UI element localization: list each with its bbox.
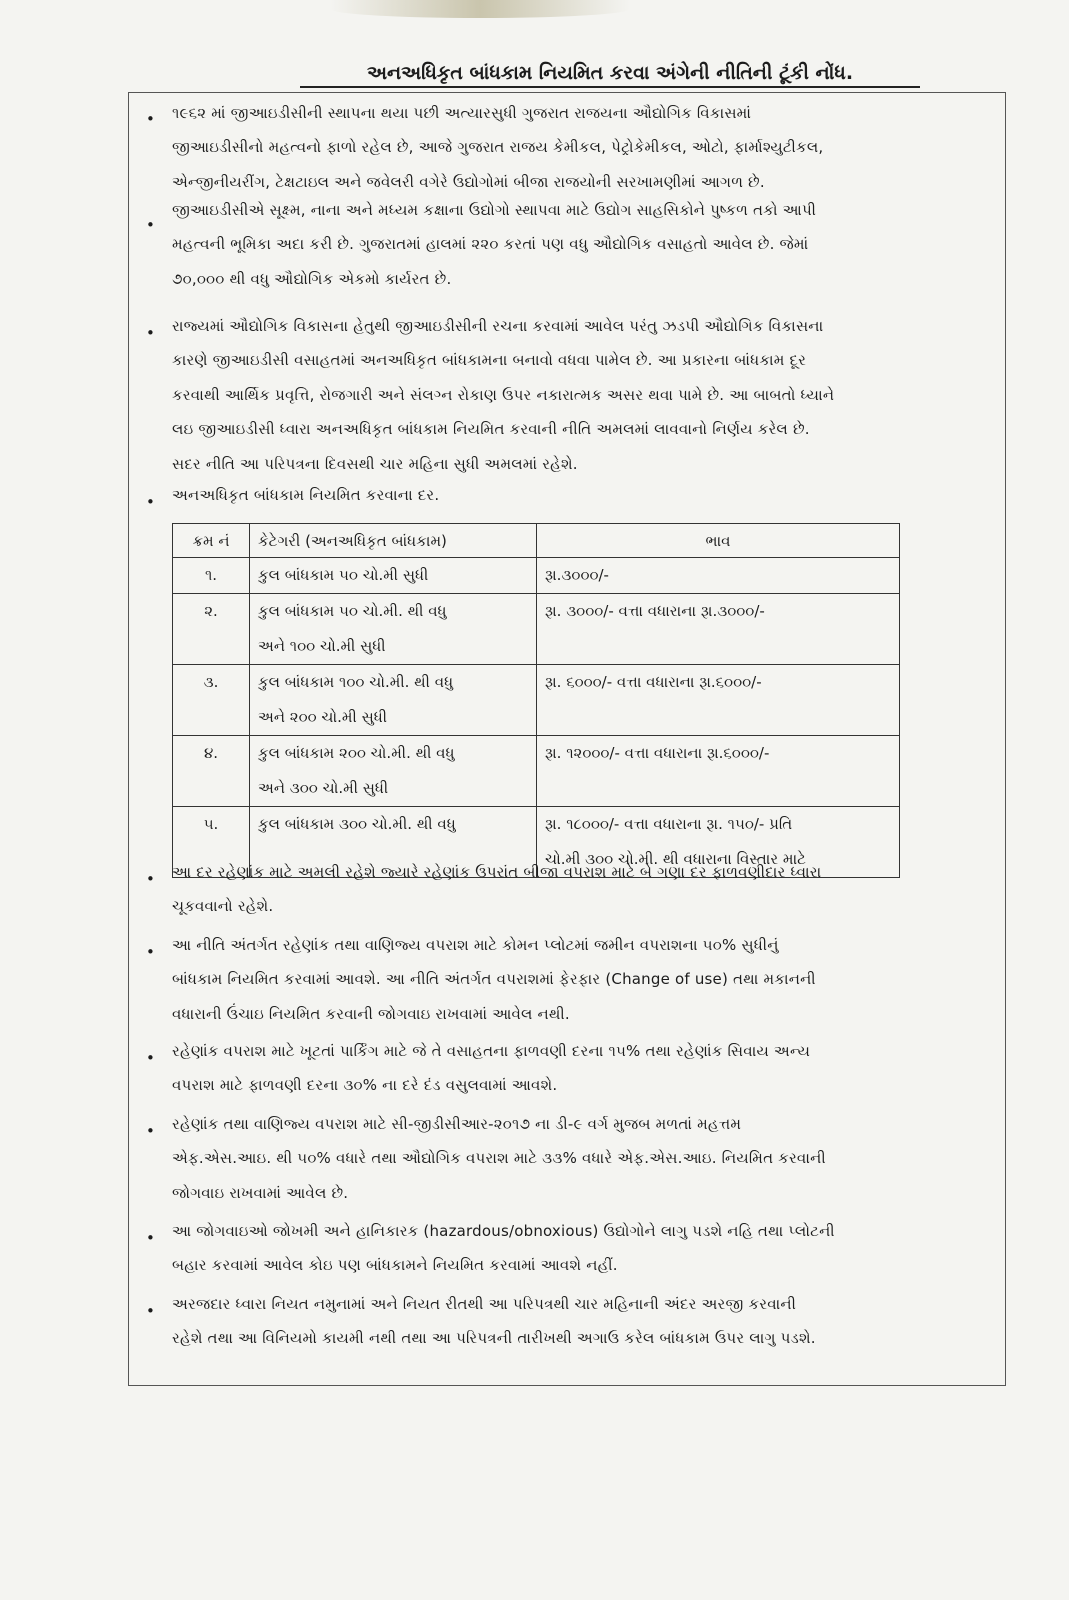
rates-table <box>172 523 900 878</box>
paragraph-application <box>172 1287 1004 1356</box>
text-line: આ દર રહેણાંક માટે અમલી રહેશે જ્યારે રહેણાંક ઉપરાંત બીજા વપરાશ માટે બે ગણા દર ફાળવણીદાર ધ્વારા <box>172 863 822 881</box>
scan-smudge <box>330 0 630 18</box>
text-line: જીઆઇડીસીએ સૂક્ષ્મ, નાના અને મધ્યમ કક્ષાના ઉદ્યોગો સ્થાપવા માટે ઉદ્યોગ સાહસિકોને પુષ્કળ તકો આપી <box>172 201 817 219</box>
row-rate: રૂા. ૩૦૦૦/- વત્તા વધારાના રૂા.૩૦૦૦/- <box>545 602 765 620</box>
header-rate: ભાવ <box>537 524 900 558</box>
row-serial-no: ૪. <box>203 744 219 762</box>
text-line: ૭૦,૦૦૦ થી વધુ ઔદ્યોગિક એકમો કાર્યરત છે. <box>172 269 452 288</box>
table-row <box>173 665 900 736</box>
header-serial-no: ક્રમ નં <box>173 524 250 558</box>
row-category: કુલ બાંધકામ ૫૦ ચો.મી સુધી <box>258 566 429 584</box>
header-category: કેટેગરી (અનઅધિકૃત બાંધકામ) <box>250 524 537 558</box>
text-line: રહેણાંક તથા વાણિજ્ય વપરાશ માટે સી-જીડીસીઆર-૨૦૧૭ ના ડી-૯ વર્ગ મુજબ મળતાં મહત્તમ <box>172 1115 742 1133</box>
text-line: અનઅધિકૃત બાંધકામ નિયમિત કરવાના દર. <box>172 486 440 504</box>
text-line: ૧૯૬૨ માં જીઆઇડીસીની સ્થાપના થયા પછી અત્યારસુધી ગુજરાત રાજયના ઔદ્યોગિક વિકાસમાં <box>172 104 752 122</box>
paragraph-parking-penalty <box>172 1034 1004 1103</box>
text-line: એન્જીનીયરીંગ, ટેક્ષટાઇલ અને જવેલરી વગેરે ઉદ્યોગોમાં બીજા રાજયોની સરખામણીમાં આગળ છે. <box>172 172 765 191</box>
row-category: કુલ બાંધકામ ૫૦ ચો.મી. થી વધુ <box>258 602 447 620</box>
table-row <box>173 558 900 594</box>
row-serial-no: ૩. <box>203 673 219 691</box>
text-line: રાજ્યમાં ઔદ્યોગિક વિકાસના હેતુથી જીઆઇડીસીની રચના કરવામાં આવેલ પરંતુ ઝડપી ઔદ્યોગિક વિકાસના <box>172 317 824 335</box>
bullet-marker: • <box>146 1122 155 1140</box>
table-header-row <box>173 524 900 558</box>
paragraph-common-plot <box>172 928 1004 1031</box>
row-category: કુલ બાંધકામ ૩૦૦ ચો.મી. થી વધુ <box>258 815 456 833</box>
text-line: બહાર કરવામાં આવેલ કોઇ પણ બાંધકામને નિયમિત કરવામાં આવશે નહીં. <box>172 1256 618 1275</box>
row-category: કુલ બાંધકામ ૧૦૦ ચો.મી. થી વધુ <box>258 673 454 691</box>
paragraph-hazardous <box>172 1214 1004 1283</box>
bullet-marker: • <box>146 943 155 961</box>
text-line: કારણે જીઆઇડીસી વસાહતમાં અનઅધિકૃત બાંધકામના બનાવો વધવા પામેલ છે. આ પ્રકારના બાંધકામ દૂર <box>172 351 807 370</box>
text-line: આ જોગવાઇઓ જોખમી અને હાનિકારક (hazardous/obnoxious) ઉદ્યોગોને લાગુ પડશે નહિ તથા પ્લોટની <box>172 1222 835 1240</box>
text-line: રહેશે તથા આ વિનિયમો કાયમી નથી તથા આ પરિપત્રની તારીખથી અગાઉ કરેલ બાંધકામ ઉપર લાગુ પડશે. <box>172 1329 816 1348</box>
bullet-marker: • <box>146 216 155 234</box>
text-line: ચૂકવવાનો રહેશે. <box>172 897 274 916</box>
bullet-marker: • <box>146 1302 155 1320</box>
text-line: જોગવાઇ રાખવામાં આવેલ છે. <box>172 1183 349 1202</box>
row-serial-no: ૧. <box>204 566 218 584</box>
paragraph-history <box>172 96 1004 199</box>
row-rate: રૂા. ૧૮૦૦૦/- વત્તા વધારાના રૂા. ૧૫૦/- પ્રતિ <box>545 815 793 833</box>
paragraph-fsi <box>172 1107 1004 1210</box>
row-category: કુલ બાંધકામ ૨૦૦ ચો.મી. થી વધુ <box>258 744 455 762</box>
text-line: મહત્વની ભૂમિકા અદા કરી છે. ગુજરાતમાં હાલમાં ૨૨૦ કરતાં પણ વધુ ઔદ્યોગિક વસાહતો આવેલ છે. જેમાં <box>172 235 809 254</box>
row-rate: રૂા. ૬૦૦૦/- વત્તા વધારાના રૂા.૬૦૦૦/- <box>545 673 762 691</box>
row-category: અને ૨૦૦ ચો.મી સુધી <box>258 708 388 726</box>
bullet-marker: • <box>146 870 155 888</box>
paragraph-rates-heading <box>172 478 1004 512</box>
row-serial-no: ૨. <box>204 602 218 620</box>
table-row <box>173 594 900 665</box>
table-row <box>173 736 900 807</box>
text-line: લઇ જીઆઇડીસી ધ્વારા અનઅધિકૃત બાંધકામ નિયમિત કરવાની નીતિ અમલમાં લાવવાનો નિર્ણય કરેલ છે. <box>172 420 810 439</box>
text-line: રહેણાંક વપરાશ માટે ખૂટતાં પાર્કિંગ માટે જે તે વસાહતના ફાળવણી દરના ૧૫% તથા રહેણાંક સિવાય અન્ય <box>172 1042 811 1060</box>
bullet-marker: • <box>146 1049 155 1067</box>
row-rate: રૂા.૩૦૦૦/- <box>545 566 609 584</box>
text-line: બાંધકામ નિયમિત કરવામાં આવશે. આ નીતિ અંતર્ગત વપરાશમાં ફેરફાર (Change of use) તથા મકાનની <box>172 970 816 989</box>
paragraph-residential-rate <box>172 855 1004 924</box>
row-serial-no: ૫. <box>203 815 219 833</box>
bullet-marker: • <box>146 493 155 511</box>
paragraph-msme-role <box>172 193 1004 296</box>
text-line: વધારાની ઉંચાઇ નિયમિત કરવાની જોગવાઇ રાખવામાં આવેલ નથી. <box>172 1004 570 1023</box>
text-line: આ નીતિ અંતર્ગત રહેણાંક તથા વાણિજ્ય વપરાશ માટે કોમન પ્લોટમાં જમીન વપરાશના ૫૦% સુધીનું <box>172 936 779 954</box>
page-title: અનઅધિકૃત બાંધકામ નિયમિત કરવા અંગેની નીતિની ટૂંકી નોંધ. <box>300 62 920 88</box>
row-category: અને ૩૦૦ ચો.મી સુધી <box>258 779 389 797</box>
bullet-marker: • <box>146 1229 155 1247</box>
row-rate: ચો.મી ૩૦૦ ચો.મી. થી વધારાના વિસ્તાર માટે <box>545 850 806 868</box>
text-line: અરજદાર ધ્વારા નિયત નમુનામાં અને નિયત રીતથી આ પરિપત્રથી ચાર મહિનાની અંદર અરજી કરવાની <box>172 1295 797 1313</box>
paragraph-policy-reason <box>172 309 1004 481</box>
bullet-marker: • <box>146 324 155 342</box>
text-line: જીઆઇડીસીનો મહત્વનો ફાળો રહેલ છે, આજે ગુજરાત રાજય કેમીકલ, પેટ્રોકેમીકલ, ઓટો, ફાર્માશ્યુટીકલ, <box>172 138 824 157</box>
text-line: વપરાશ માટે ફાળવણી દરના ૩૦% ના દરે દંડ વસુલવામાં આવશે. <box>172 1076 558 1095</box>
row-rate: રૂા. ૧૨૦૦૦/- વત્તા વધારાના રૂા.૬૦૦૦/- <box>545 744 770 762</box>
text-line: કરવાથી આર્થિક પ્રવૃત્તિ, રોજગારી અને સંલગ્ન રોકાણ ઉપર નકારાત્મક અસર થવા પામે છે. આ બાબતો ધ્યાને <box>172 385 835 404</box>
bullet-marker: • <box>146 110 155 128</box>
row-category: અને ૧૦૦ ચો.મી સુધી <box>258 637 386 655</box>
text-line: સદર નીતિ આ પરિપત્રના દિવસથી ચાર મહિના સુધી અમલમાં રહેશે. <box>172 454 578 473</box>
text-line: એફ.એસ.આઇ. થી ૫૦% વધારે તથા ઔદ્યોગિક વપરાશ માટે ૩૩% વધારે એફ.એસ.આઇ. નિયમિત કરવાની <box>172 1149 826 1168</box>
